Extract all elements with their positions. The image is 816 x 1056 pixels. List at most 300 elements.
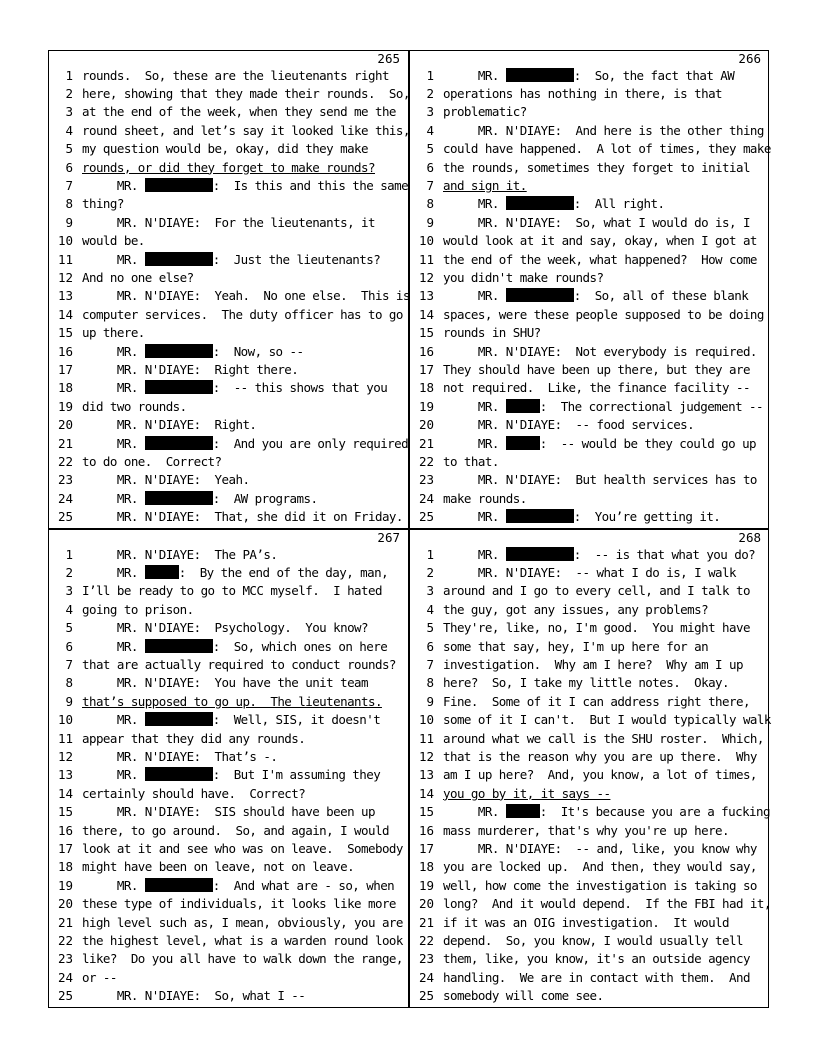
transcript-line [410, 877, 767, 895]
line-text-part: round sheet, and let’s say it looked like this, [82, 122, 410, 138]
transcript-page [410, 51, 771, 528]
line-number: 20 [418, 417, 434, 433]
line-number: 21 [57, 435, 73, 451]
line-text-part: am I up here? And, you know, a lot of times, [443, 767, 757, 783]
transcript-line [410, 251, 767, 269]
line-text [82, 85, 410, 103]
transcript-line [49, 638, 406, 656]
line-text-part: MR. [82, 251, 145, 267]
redaction-block [145, 178, 213, 192]
redaction-block [506, 509, 574, 523]
transcript-line [410, 932, 767, 950]
line-text [82, 693, 402, 711]
transcript-line [410, 306, 767, 324]
line-text-part: or -- [82, 969, 117, 985]
transcript-line [49, 748, 406, 766]
line-text [82, 398, 402, 416]
line-text [443, 379, 763, 397]
line-text-part: : By the end of the day, man, [178, 564, 389, 580]
line-text-part: my question would be, okay, did they make [82, 141, 369, 157]
line-text [82, 711, 402, 729]
line-number: 4 [65, 601, 73, 617]
line-number: 22 [418, 453, 434, 469]
line-text [82, 435, 409, 453]
line-number: 3 [426, 104, 434, 120]
transcript-line [410, 601, 767, 619]
line-text-part: rounds, or did they forget to make rounds? [82, 159, 375, 175]
line-text [443, 693, 763, 711]
transcript-line [410, 730, 767, 748]
line-text-part: MR. N'DIAYE: So, what I -- [82, 988, 306, 1004]
transcript-line [410, 950, 767, 968]
line-text [82, 490, 402, 508]
transcript-line [49, 730, 406, 748]
line-text [82, 766, 402, 784]
transcript-line [410, 785, 767, 803]
redaction-block [145, 565, 179, 579]
line-text [443, 785, 763, 803]
line-text [82, 103, 402, 121]
redaction-block [506, 68, 574, 82]
line-text-part: MR. [82, 343, 145, 359]
line-text [82, 453, 402, 471]
line-text [443, 195, 763, 213]
line-number: 4 [65, 122, 73, 138]
line-text [82, 601, 402, 619]
line-text [443, 711, 771, 729]
line-text [82, 416, 402, 434]
line-text [82, 379, 402, 397]
line-number: 15 [57, 804, 73, 820]
line-text-part: if it was an OIG investigation. It would [443, 914, 730, 930]
transcript-line [410, 582, 767, 600]
line-text-part: MR. N'DIAYE: -- what I do is, I walk [443, 564, 736, 580]
transcript-line [410, 619, 767, 637]
line-text [443, 877, 763, 895]
transcript-line [49, 895, 406, 913]
line-number: 11 [418, 251, 434, 267]
line-number: 22 [57, 932, 73, 948]
line-text-part: : All right. [573, 196, 665, 212]
line-text [82, 343, 402, 361]
line-number: 18 [418, 859, 434, 875]
line-number: 21 [418, 914, 434, 930]
line-text [82, 914, 402, 932]
transcript-line [410, 453, 767, 471]
line-number: 16 [57, 343, 73, 359]
line-text [82, 269, 402, 287]
line-text [443, 471, 763, 489]
transcript-line [49, 453, 406, 471]
line-text-part: MR. N'DIAYE: That, she did it on Friday. [82, 509, 403, 525]
line-text-part: some that say, hey, I'm up here for an [443, 638, 709, 654]
transcript-line [49, 85, 410, 103]
transcript-line [49, 858, 406, 876]
line-text-part: some of it I can't. But I would typically walk [443, 712, 771, 728]
line-text-part: MR. N'DIAYE: Right. [82, 417, 257, 433]
transcript-line [410, 822, 767, 840]
transcript-page [410, 530, 771, 1007]
transcript-line [49, 564, 406, 582]
line-text-part: MR. N'DIAYE: Yeah. No one else. This is [82, 288, 410, 304]
page-number: 265 [377, 51, 400, 66]
line-text-part: MR. N'DIAYE: Yeah. [82, 472, 250, 488]
line-number: 15 [57, 325, 73, 341]
line-number: 8 [426, 196, 434, 212]
line-number: 13 [418, 767, 434, 783]
line-text [82, 932, 402, 950]
transcript-line [410, 232, 767, 250]
line-text-part: could have happened. A lot of times, they make [443, 141, 771, 157]
redaction-block [506, 804, 540, 818]
line-text-part: that are actually required to conduct rounds? [82, 656, 396, 672]
line-text [82, 306, 402, 324]
transcript-line [410, 177, 767, 195]
transcript-line [49, 361, 406, 379]
transcript-line [49, 711, 406, 729]
transcript-line [49, 232, 406, 250]
transcript-line [410, 693, 767, 711]
line-text [443, 453, 763, 471]
transcript-line [410, 914, 767, 932]
transcript-line [410, 564, 767, 582]
transcript-line [49, 416, 406, 434]
transcript-line [410, 140, 771, 158]
transcript-line [410, 398, 767, 416]
line-number: 10 [57, 233, 73, 249]
redaction-block [506, 196, 574, 210]
line-number: 25 [418, 988, 434, 1004]
transcript-line [49, 987, 406, 1005]
transcript-line [49, 619, 406, 637]
transcript-line [49, 508, 406, 526]
redaction-block [145, 878, 213, 892]
transcript-line [410, 67, 767, 85]
line-text [443, 159, 763, 177]
line-number: 8 [65, 196, 73, 212]
line-text-part: : Is this and this the same [212, 177, 409, 193]
line-text [443, 895, 771, 913]
line-text-part: MR. N'DIAYE: The PA’s. [82, 546, 278, 562]
line-text-part: the rounds, sometimes they forget to initial [443, 159, 750, 175]
transcript-line [410, 287, 767, 305]
line-text [443, 435, 763, 453]
line-text-part: Fine. Some of it I can address right there, [443, 693, 750, 709]
redaction-block [145, 436, 213, 450]
line-text-part: at the end of the week, when they send me the [82, 104, 396, 120]
line-text [82, 950, 402, 968]
line-text [443, 674, 763, 692]
line-text-part: MR. [82, 877, 145, 893]
line-text [443, 748, 763, 766]
line-number: 4 [426, 122, 434, 138]
line-number: 12 [418, 748, 434, 764]
line-text-part: MR. [82, 638, 145, 654]
line-number: 2 [426, 85, 434, 101]
transcript-line [410, 269, 767, 287]
transcript-line [49, 950, 406, 968]
line-number: 9 [65, 693, 73, 709]
line-number: 11 [57, 730, 73, 746]
line-text-part: long? And it would depend. If the FBI had it, [443, 896, 771, 912]
line-number: 3 [426, 583, 434, 599]
line-text [443, 177, 763, 195]
line-number: 10 [418, 233, 434, 249]
line-number: 5 [426, 620, 434, 636]
line-number: 20 [57, 896, 73, 912]
line-text [82, 969, 402, 987]
line-number: 6 [65, 638, 73, 654]
line-text-part: : But I'm assuming they [212, 767, 381, 783]
line-number: 6 [65, 159, 73, 175]
line-number: 24 [57, 490, 73, 506]
line-text-part: the end of the week, what happened? How come [443, 251, 757, 267]
line-number: 23 [57, 951, 73, 967]
line-number: 5 [65, 620, 73, 636]
line-text-part: : Just the lieutenants? [212, 251, 381, 267]
line-number: 17 [57, 840, 73, 856]
transcript-line [49, 766, 406, 784]
line-text [82, 822, 402, 840]
line-text [443, 490, 763, 508]
line-text [82, 324, 402, 342]
line-text-part: I’ll be ready to go to MCC myself. I hated [82, 583, 382, 599]
line-text [82, 195, 402, 213]
line-text [82, 67, 402, 85]
line-text [82, 748, 402, 766]
line-text-part: spaces, were these people supposed to be doing [443, 306, 764, 322]
line-text [82, 895, 402, 913]
line-number: 14 [57, 785, 73, 801]
line-number: 14 [57, 306, 73, 322]
transcript-line [49, 932, 406, 950]
line-number: 13 [57, 288, 73, 304]
line-text-part: here? So, I take my little notes. Okay. [443, 675, 730, 691]
transcript-line [410, 471, 767, 489]
line-text [443, 508, 763, 526]
line-text-part: MR. N'DIAYE: For the lieutenants, it [82, 214, 375, 230]
line-number: 1 [426, 546, 434, 562]
line-number: 9 [65, 214, 73, 230]
line-text [443, 803, 770, 821]
line-number: 8 [426, 675, 434, 691]
line-text [443, 306, 763, 324]
line-number: 13 [57, 767, 73, 783]
transcript-line [410, 379, 767, 397]
transcript-line [410, 490, 767, 508]
transcript-line [49, 324, 406, 342]
line-text [443, 287, 763, 305]
line-text-part: MR. [82, 564, 145, 580]
line-text-part: appear that they did any rounds. [82, 730, 306, 746]
line-number: 2 [426, 564, 434, 580]
line-number: 12 [57, 748, 73, 764]
line-number: 22 [418, 932, 434, 948]
line-text [443, 766, 763, 784]
transcript-line [49, 785, 406, 803]
line-text-part: : So, all of these blank [573, 288, 749, 304]
transcript-line [49, 398, 406, 416]
line-text-part: around and I go to every cell, and I talk to [443, 583, 750, 599]
line-text-part: MR. N'DIAYE: Psychology. You know? [82, 620, 369, 636]
line-text [443, 619, 763, 637]
line-text [82, 638, 402, 656]
line-text [82, 140, 402, 158]
transcript-line [410, 840, 767, 858]
transcript-line [49, 103, 406, 121]
line-text-part: like? Do you all have to walk down the range, [82, 951, 403, 967]
line-number: 25 [418, 509, 434, 525]
line-text-part: them, like, you know, it's an outside agency [443, 951, 750, 967]
line-text-part: : And you are only required [212, 435, 409, 451]
line-text-part: MR. N'DIAYE: But health services has to [443, 472, 757, 488]
line-number: 25 [57, 509, 73, 525]
line-text-part: : So, which ones on here [212, 638, 388, 654]
line-text-part: the guy, got any issues, any problems? [443, 601, 709, 617]
line-text-part: : -- this shows that you [212, 380, 388, 396]
line-number: 9 [426, 214, 434, 230]
transcript-line [410, 122, 767, 140]
line-text-part: investigation. Why am I here? Why am I up [443, 656, 743, 672]
line-text-part: MR. N'DIAYE: You have the unit team [82, 675, 369, 691]
line-text-part: They should have been up there, but they are [443, 361, 750, 377]
line-number: 10 [418, 712, 434, 728]
transcript-line [49, 674, 406, 692]
redaction-block [145, 252, 213, 266]
line-text [443, 398, 763, 416]
line-text-part: : You’re getting it. [573, 509, 721, 525]
transcript-line [49, 140, 406, 158]
line-text [82, 858, 402, 876]
line-text [443, 324, 763, 342]
transcript-line [49, 490, 406, 508]
line-text [82, 177, 409, 195]
page-number: 268 [738, 530, 761, 545]
line-text [443, 638, 763, 656]
line-number: 16 [418, 343, 434, 359]
line-number: 3 [65, 583, 73, 599]
transcript-line [49, 269, 406, 287]
line-text [82, 471, 402, 489]
line-text [443, 840, 763, 858]
line-number: 7 [65, 177, 73, 193]
redaction-block [145, 712, 213, 726]
line-number: 6 [426, 638, 434, 654]
line-text [443, 932, 763, 950]
transcript-line [49, 822, 406, 840]
transcript-line [49, 343, 406, 361]
line-text-part: MR. N'DIAYE: Not everybody is required. [443, 343, 757, 359]
line-number: 12 [418, 269, 434, 285]
line-text [443, 232, 763, 250]
line-text-part: : It's because you are a fucking [539, 804, 770, 820]
line-number: 24 [418, 969, 434, 985]
line-text [443, 914, 763, 932]
line-number: 20 [418, 896, 434, 912]
transcript-line [49, 693, 406, 711]
line-text [443, 564, 763, 582]
line-text-part: : -- is that what you do? [573, 546, 756, 562]
line-text [443, 361, 763, 379]
line-text-part: MR. [82, 177, 145, 193]
line-text-part: : The correctional judgement -- [539, 398, 764, 414]
transcript-line [410, 638, 767, 656]
line-text-part: MR. [443, 509, 506, 525]
line-text-part: MR. N'DIAYE: Right there. [82, 361, 299, 377]
redaction-block [145, 380, 213, 394]
line-text-part: did two rounds. [82, 398, 187, 414]
transcript-line [410, 674, 767, 692]
transcript-line [410, 159, 767, 177]
line-text-part: might have been on leave, not on leave. [82, 859, 355, 875]
transcript-line [49, 287, 410, 305]
line-text-part: problematic? [443, 104, 527, 120]
redaction-block [506, 399, 540, 413]
transcript-line [410, 214, 767, 232]
transcript-line [49, 159, 406, 177]
transcript-line [410, 803, 770, 821]
line-text-part: that is the reason why you are up there. Why [443, 748, 757, 764]
line-number: 18 [418, 380, 434, 396]
line-text-part: rounds. So, these are the lieutenants right [82, 67, 389, 83]
line-text-part: here, showing that they made their rounds. So, [82, 85, 410, 101]
line-number: 21 [418, 435, 434, 451]
transcript-line [410, 546, 767, 564]
transcript-line [49, 471, 406, 489]
line-text-part: certainly should have. Correct? [82, 785, 306, 801]
line-text-part: up there. [82, 325, 145, 341]
transcript-line [49, 195, 406, 213]
line-text [443, 85, 763, 103]
transcript-line [49, 379, 406, 397]
transcript-line [410, 711, 771, 729]
line-text-part: handling. We are in contact with them. And [443, 969, 750, 985]
line-text-part: : So, the fact that AW [573, 67, 735, 83]
transcript-page [49, 51, 410, 528]
transcript-line [410, 324, 767, 342]
transcript-line [49, 435, 409, 453]
page-number: 266 [738, 51, 761, 66]
transcript-line [49, 877, 406, 895]
transcript-line [49, 122, 410, 140]
line-number: 14 [418, 306, 434, 322]
line-text [443, 343, 763, 361]
line-text-part: and sign it. [443, 177, 527, 193]
line-text [82, 546, 402, 564]
line-number: 23 [57, 472, 73, 488]
transcript-line [410, 748, 767, 766]
line-text-part: MR. N'DIAYE: -- food services. [443, 417, 695, 433]
transcript-line [49, 840, 406, 858]
line-number: 24 [57, 969, 73, 985]
line-text-part: somebody will come see. [443, 988, 604, 1004]
line-number: 11 [418, 730, 434, 746]
line-text [82, 785, 402, 803]
transcript-line [410, 195, 767, 213]
line-text-part: going to prison. [82, 601, 194, 617]
line-number: 2 [65, 85, 73, 101]
transcript-line [410, 103, 767, 121]
line-text [443, 969, 763, 987]
transcript-line [410, 435, 767, 453]
line-text-part: not required. Like, the finance facility -- [443, 380, 750, 396]
line-text-part: to that. [443, 453, 499, 469]
line-number: 12 [57, 269, 73, 285]
line-text-part: MR. N'DIAYE: That’s -. [82, 748, 278, 764]
transcript-line [49, 582, 406, 600]
redaction-block [145, 344, 213, 358]
line-text [82, 122, 410, 140]
